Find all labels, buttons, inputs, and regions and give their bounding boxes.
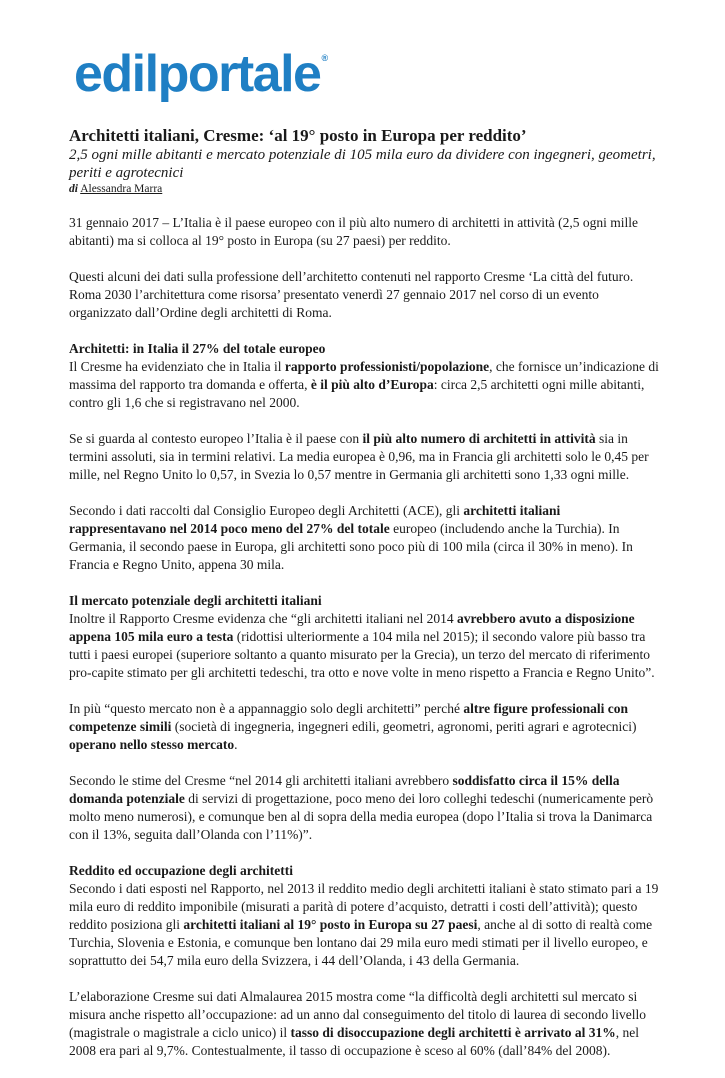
byline bbox=[69, 182, 659, 196]
bold-text: è il più alto d’Europa bbox=[310, 377, 434, 392]
logo-text: edilportale bbox=[74, 45, 321, 103]
text-segment: (ridottisi ulteriormente a 104 mila nel 2015); il secondo valore più basso tra tutti i paesi europei (superiore soltanto a quanto misurato per la Grecia), un terzo del mercato di riferimento pro-capite stimato per gli architetti tedeschi, tra otto e nove volte in meno rispetto a Francia e Regno Unito”. bbox=[69, 629, 655, 680]
text-segment: europeo (includendo anche la Turchia). In Germania, il secondo paese in Europa, gli architetti sono poco più di 100 mila (circa il 30% in meno). In Francia e Regno Unito, appena 30 mila. bbox=[69, 521, 633, 572]
paragraph-p10 bbox=[69, 988, 659, 1060]
paragraph-p7 bbox=[69, 700, 659, 754]
bold-text: soddisfatto circa il 15% della domanda potenziale bbox=[69, 773, 620, 806]
text-segment: di servizi di progettazione, poco meno dei loro colleghi tedeschi (numericamente però molto meno numerosi), e comunque ben al di sopra della media europea (dopo l’Italia si trova la Danimarca con il 13%, seguita dall’Olanda con l’11%)”. bbox=[69, 791, 654, 842]
article bbox=[69, 126, 659, 1078]
text-segment: , nel 2008 era pari al 9,7%. Contestualmente, il tasso di occupazione è sceso al 60% (dall’84% del 2008). bbox=[69, 1025, 640, 1058]
bold-text: architetti italiani al 19° posto in Europa su 27 paesi bbox=[183, 917, 478, 932]
text-segment: Se si guarda al contesto europeo l’Italia è il paese con bbox=[69, 431, 363, 446]
text-segment: . bbox=[234, 737, 238, 752]
section-heading: Architetti: in Italia il 27% del totale europeo bbox=[69, 341, 326, 356]
section-heading: Il mercato potenziale degli architetti italiani bbox=[69, 593, 322, 608]
registered-mark: ® bbox=[321, 53, 329, 63]
text-segment: Secondo i dati esposti nel Rapporto, nel 2013 il reddito medio degli architetti italiani è stato stimato pari a 19 mila euro di reddito imponibile (misurati a parità di potere d’acquisto, detratti i costi dell’attività); questo reddito posiziona gli bbox=[69, 881, 659, 932]
text-segment: , anche al di sotto di realtà come Turchia, Slovenia e Estonia, e comunque ben lontano dai 29 mila euro medi stimati per il livello europeo, e soprattutto dei 54,7 mila euro della Svizzera, i 44 dell’Olanda, i 43 della Germania. bbox=[69, 917, 653, 968]
text-segment: sia in termini assoluti, sia in termini relativi. La media europea è 0,96, ma in Francia gli architetti solo le 0,45 per mille, nel Regno Unito lo 0,57, in Svezia lo 0,57 mentre in Germania gli architetti sono 1,33 ogni mille. bbox=[69, 431, 649, 482]
text-segment: Il Cresme ha evidenziato che in Italia il bbox=[69, 359, 285, 374]
text-segment: (società di ingegneria, ingegneri edili, geometri, agronomi, periti agrari e agrotecnici) bbox=[171, 719, 637, 734]
bold-text: tasso di disoccupazione degli architetti è arrivato al 31% bbox=[290, 1025, 616, 1040]
paragraph-p5 bbox=[69, 502, 659, 574]
bold-text: avrebbero avuto a disposizione appena 105 mila euro a testa bbox=[69, 611, 635, 644]
paragraph-p3 bbox=[69, 340, 659, 412]
paragraph-p9 bbox=[69, 862, 659, 970]
text-segment: In più “questo mercato non è a appannaggio solo degli architetti” perché bbox=[69, 701, 464, 716]
text-segment: L’elaborazione Cresme sui dati Almalaurea 2015 mostra come “la difficoltà degli architetti sul mercato si misura anche rispetto all’occupazione: ad un anno dal conseguimento del titolo di laurea di secondo livello (magistrale o magistrale a ciclo unico) il bbox=[69, 989, 646, 1040]
author-link[interactable]: Alessandra Marra bbox=[80, 183, 163, 195]
bold-text: operano nello stesso mercato bbox=[69, 737, 235, 752]
text-segment: Secondo le stime del Cresme “nel 2014 gli architetti italiani avrebbero bbox=[69, 773, 453, 788]
paragraph-p6 bbox=[69, 592, 659, 682]
paragraph-p2 bbox=[69, 268, 659, 322]
section-heading: Reddito ed occupazione degli architetti bbox=[69, 863, 293, 878]
bold-text: architetti italiani rappresentavano nel 2014 poco meno del 27% del totale bbox=[69, 503, 561, 536]
paragraph-p4 bbox=[69, 430, 659, 484]
bold-text: il più alto numero di architetti in attività bbox=[362, 431, 596, 446]
text-segment: 31 gennaio 2017 bbox=[69, 215, 159, 230]
paragraph-p8 bbox=[69, 772, 659, 844]
text-segment: , che fornisce un’indicazione di massima del rapporto tra domanda e offerta, bbox=[69, 359, 659, 392]
text-segment: Questi alcuni dei dati sulla professione dell’architetto contenuti nel rapporto Cresme ‘La città del futuro. Roma 2030 l’architettura come risorsa’ presentato venerdì 27 gennaio 2017 nel corso di un evento organizzato dall’Ordine degli architetti di Roma. bbox=[69, 269, 634, 320]
paragraph-p1 bbox=[69, 214, 659, 250]
text-segment: : circa 2,5 architetti ogni mille abitanti, contro gli 1,6 che si registravano nel 2000. bbox=[69, 377, 645, 410]
text-segment: – L’Italia è il paese europeo con il più alto numero di architetti in attività (2,5 ogni mille abitanti) ma si colloca al 19° posto in Europa (su 27 paesi) per reddito. bbox=[69, 215, 638, 248]
byline-prefix: di bbox=[69, 183, 78, 195]
article-title: Architetti italiani, Cresme: ‘al 19° posto in Europa per reddito’ bbox=[69, 126, 527, 145]
article-subtitle: 2,5 ogni mille abitanti e mercato potenziale di 105 mila euro da dividere con ingegneri, geometri, periti e agrotecnici bbox=[69, 147, 656, 181]
bold-text: altre figure professionali con competenze simili bbox=[69, 701, 628, 734]
bold-text: rapporto professionisti/popolazione bbox=[284, 359, 490, 374]
edilportale-logo bbox=[74, 45, 329, 103]
text-segment: Secondo i dati raccolti dal Consiglio Europeo degli Architetti (ACE), gli bbox=[69, 503, 464, 518]
article-body bbox=[69, 214, 659, 1060]
text-segment: Inoltre il Rapporto Cresme evidenza che “gli architetti italiani nel 2014 bbox=[69, 611, 457, 626]
